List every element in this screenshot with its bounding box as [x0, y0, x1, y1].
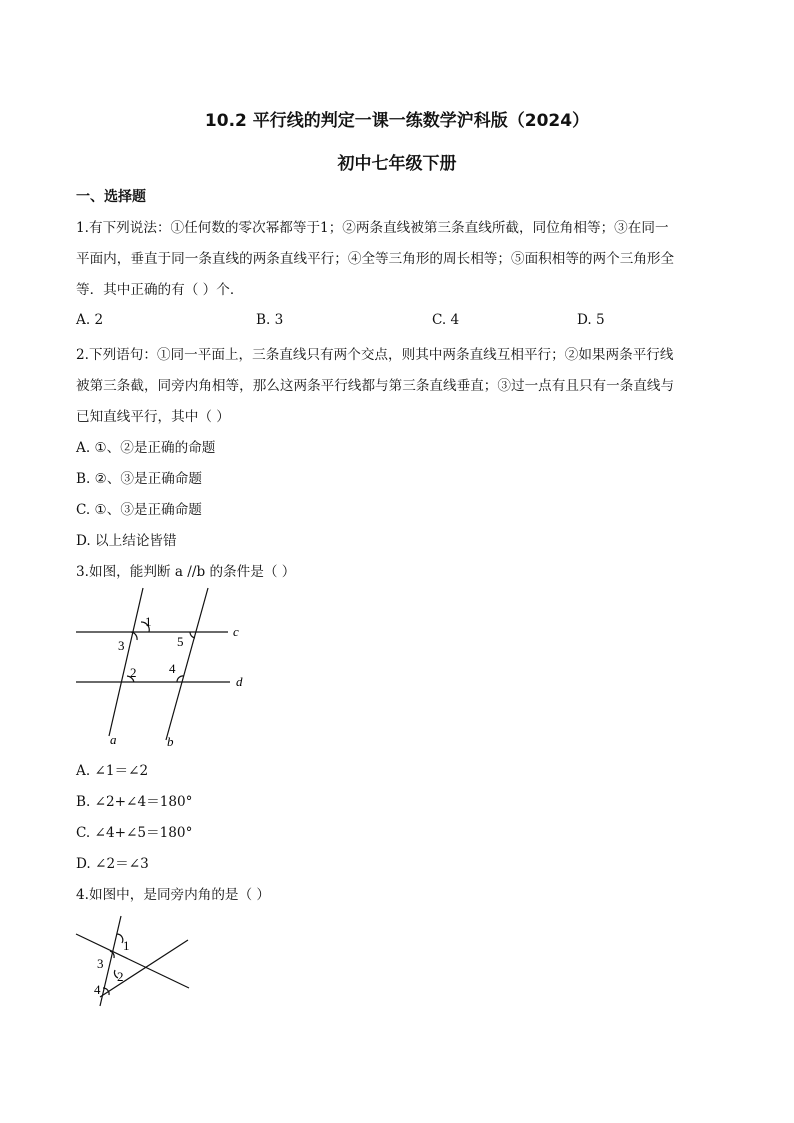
q3-label-a: a — [110, 732, 117, 747]
q3-label-4: 4 — [169, 661, 176, 676]
q4-label-1: 1 — [123, 938, 130, 953]
q2-line-2: 被第三条截，同旁内角相等，那么这两条平行线都与第三条直线垂直；③过一点有且只有一条直线与 — [76, 378, 675, 394]
section-heading: 一、选择题 — [76, 189, 146, 205]
q3-line-a — [109, 588, 143, 736]
q3-option-c: C. ∠4+∠5＝180° — [76, 825, 193, 841]
q3-label-d: d — [236, 674, 243, 689]
q2-option-c: C. ①、③是正确命题 — [76, 502, 202, 518]
q3-option-d: D. ∠2＝∠3 — [76, 856, 149, 872]
q3-label-2: 2 — [130, 665, 137, 680]
q4-label-4: 4 — [94, 982, 101, 997]
q3-label-b: b — [167, 734, 174, 749]
document-subtitle: 初中七年级下册 — [337, 154, 457, 174]
q3-option-b: B. ∠2+∠4＝180° — [76, 794, 193, 810]
q3-option-a: A. ∠1＝∠2 — [76, 763, 149, 779]
q3-figure — [70, 584, 260, 754]
q2-option-b: B. ②、③是正确命题 — [76, 471, 202, 487]
q1-option-b: B. 3 — [256, 312, 284, 328]
q4-line-upper — [76, 934, 189, 988]
q1-option-d: D. 5 — [577, 312, 605, 328]
q1-line-3: 等．其中正确的有（ ）个． — [76, 282, 244, 298]
q4-label-3: 3 — [97, 956, 104, 971]
q4-arc-1 — [117, 934, 123, 943]
q4-line-1: 4.如图中，是同旁内角的是（ ） — [76, 887, 271, 903]
q1-option-c: C. 4 — [432, 312, 460, 328]
q3-label-c: c — [233, 624, 239, 639]
q3-label-5: 5 — [177, 634, 184, 649]
q2-option-a: A. ①、②是正确的命题 — [76, 440, 216, 456]
q3-line-1: 3.如图，能判断 a //b 的条件是（ ） — [76, 564, 296, 580]
q2-option-d: D. 以上结论皆错 — [76, 533, 177, 549]
q2-line-1: 2.下列语句：①同一平面上，三条直线只有两个交点，则其中两条直线互相平行；②如果两条平行线 — [76, 347, 674, 363]
document-title: 10.2 平行线的判定一课一练数学沪科版（2024） — [204, 111, 590, 131]
q1-line-1: 1.有下列说法：①任何数的零次幂都等于1；②两条直线被第三条直线所截，同位角相等；③在同一 — [76, 220, 669, 236]
q1-option-a: A. 2 — [76, 312, 104, 328]
q4-figure — [70, 910, 200, 1020]
q3-label-3: 3 — [118, 638, 125, 653]
q3-label-1: 1 — [145, 614, 152, 629]
q4-label-2: 2 — [117, 969, 124, 984]
q2-line-3: 已知直线平行，其中（ ） — [76, 409, 230, 425]
q1-line-2: 平面内，垂直于同一条直线的两条直线平行；④全等三角形的周长相等；⑤面积相等的两个三角形全 — [76, 251, 675, 267]
